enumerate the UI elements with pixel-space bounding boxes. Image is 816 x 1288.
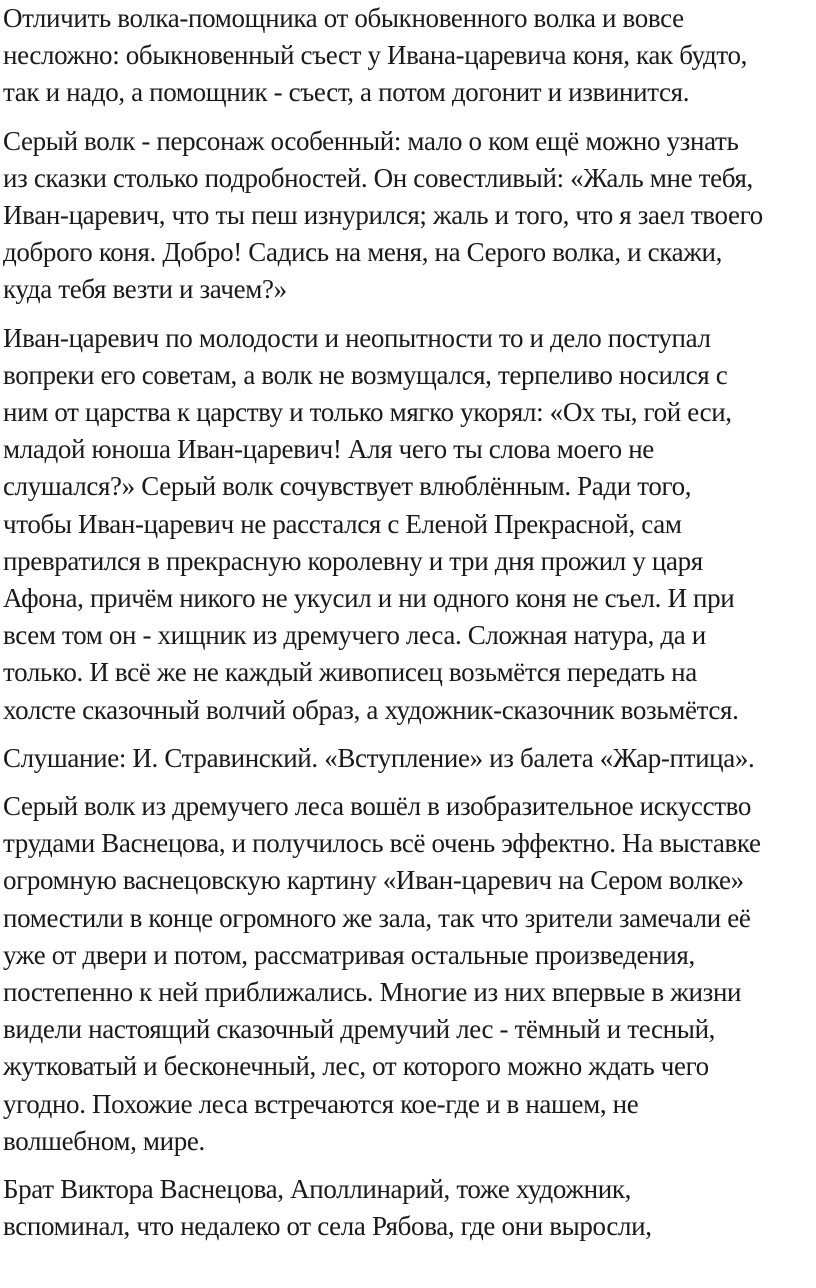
paragraph-4: Слушание: И. Стравинский. «Вступление» из балета «Жар-птица». <box>3 742 755 773</box>
paragraph-3: Иван-царевич по молодости и неопытности то и дело поступал вопреки его советам, а волк не возмущался, терпеливо носился с ним от царства к царству и только мягко укорял: «Ох ты, гой еси, младой юноша Иван-царевич! Аля чего ты слова моего не слушался?» Серый волк сочувствует влюблённым. Ради того, чтобы Иван-царевич не расстался с Еленой Прекрасной, сам превратился в прекрасную королевну и три дня прожил у царя Афона, причём никого не укусил и ни одного коня не съел. И при всем том он - хищник из дремучего леса. Сложная натура, да и только. И всё же не каждый живописец возьмётся передать на холсте сказочный волчий образ, а художник-сказочник возьмётся. <box>3 322 739 725</box>
paragraph-6: Брат Виктора Васнецова, Аполлинарий, тоже художник, вспоминал, что недалеко от села Рябова, где они выросли, <box>3 1174 652 1242</box>
paragraph-5: Серый волк из дремучего леса вошёл в изобразительное искусство трудами Васнецова, и получилось всё очень эффектно. На выставке огромную васнецовскую картину «Иван-царевич на Сером волке» поместили в конце огромного же зала, так что зрители замечали её уже от двери и потом, рассматривая остальные произведения, постепенно к ней приближались. Многие из них впервые в жизни видели настоящий сказочный дремучий лес - тёмный и тесный, жутковатый и бесконечный, лес, от которого можно ждать чего угодно. Похожие леса встречаются кое-где и в нашем, не волшебном, мире. <box>3 791 761 1156</box>
paragraph-1: Отличить волка-помощника от обыкновенного волка и вовсе несложно: обыкновенный съест у Ивана-царевича коня, как будто, так и надо, а помощник - съест, а потом догонит и извинится. <box>3 3 748 108</box>
paragraph-2: Серый волк - персонаж особенный: мало о ком ещё можно узнать из сказки столько подробностей. Он совестливый: «Жаль мне тебя, Иван-царевич, что ты пеш изнурился; жаль и того, что я заел твоего доброго коня. Добро! Садись на меня, на Серого волка, и скажи, куда тебя везти и зачем?» <box>3 125 763 305</box>
